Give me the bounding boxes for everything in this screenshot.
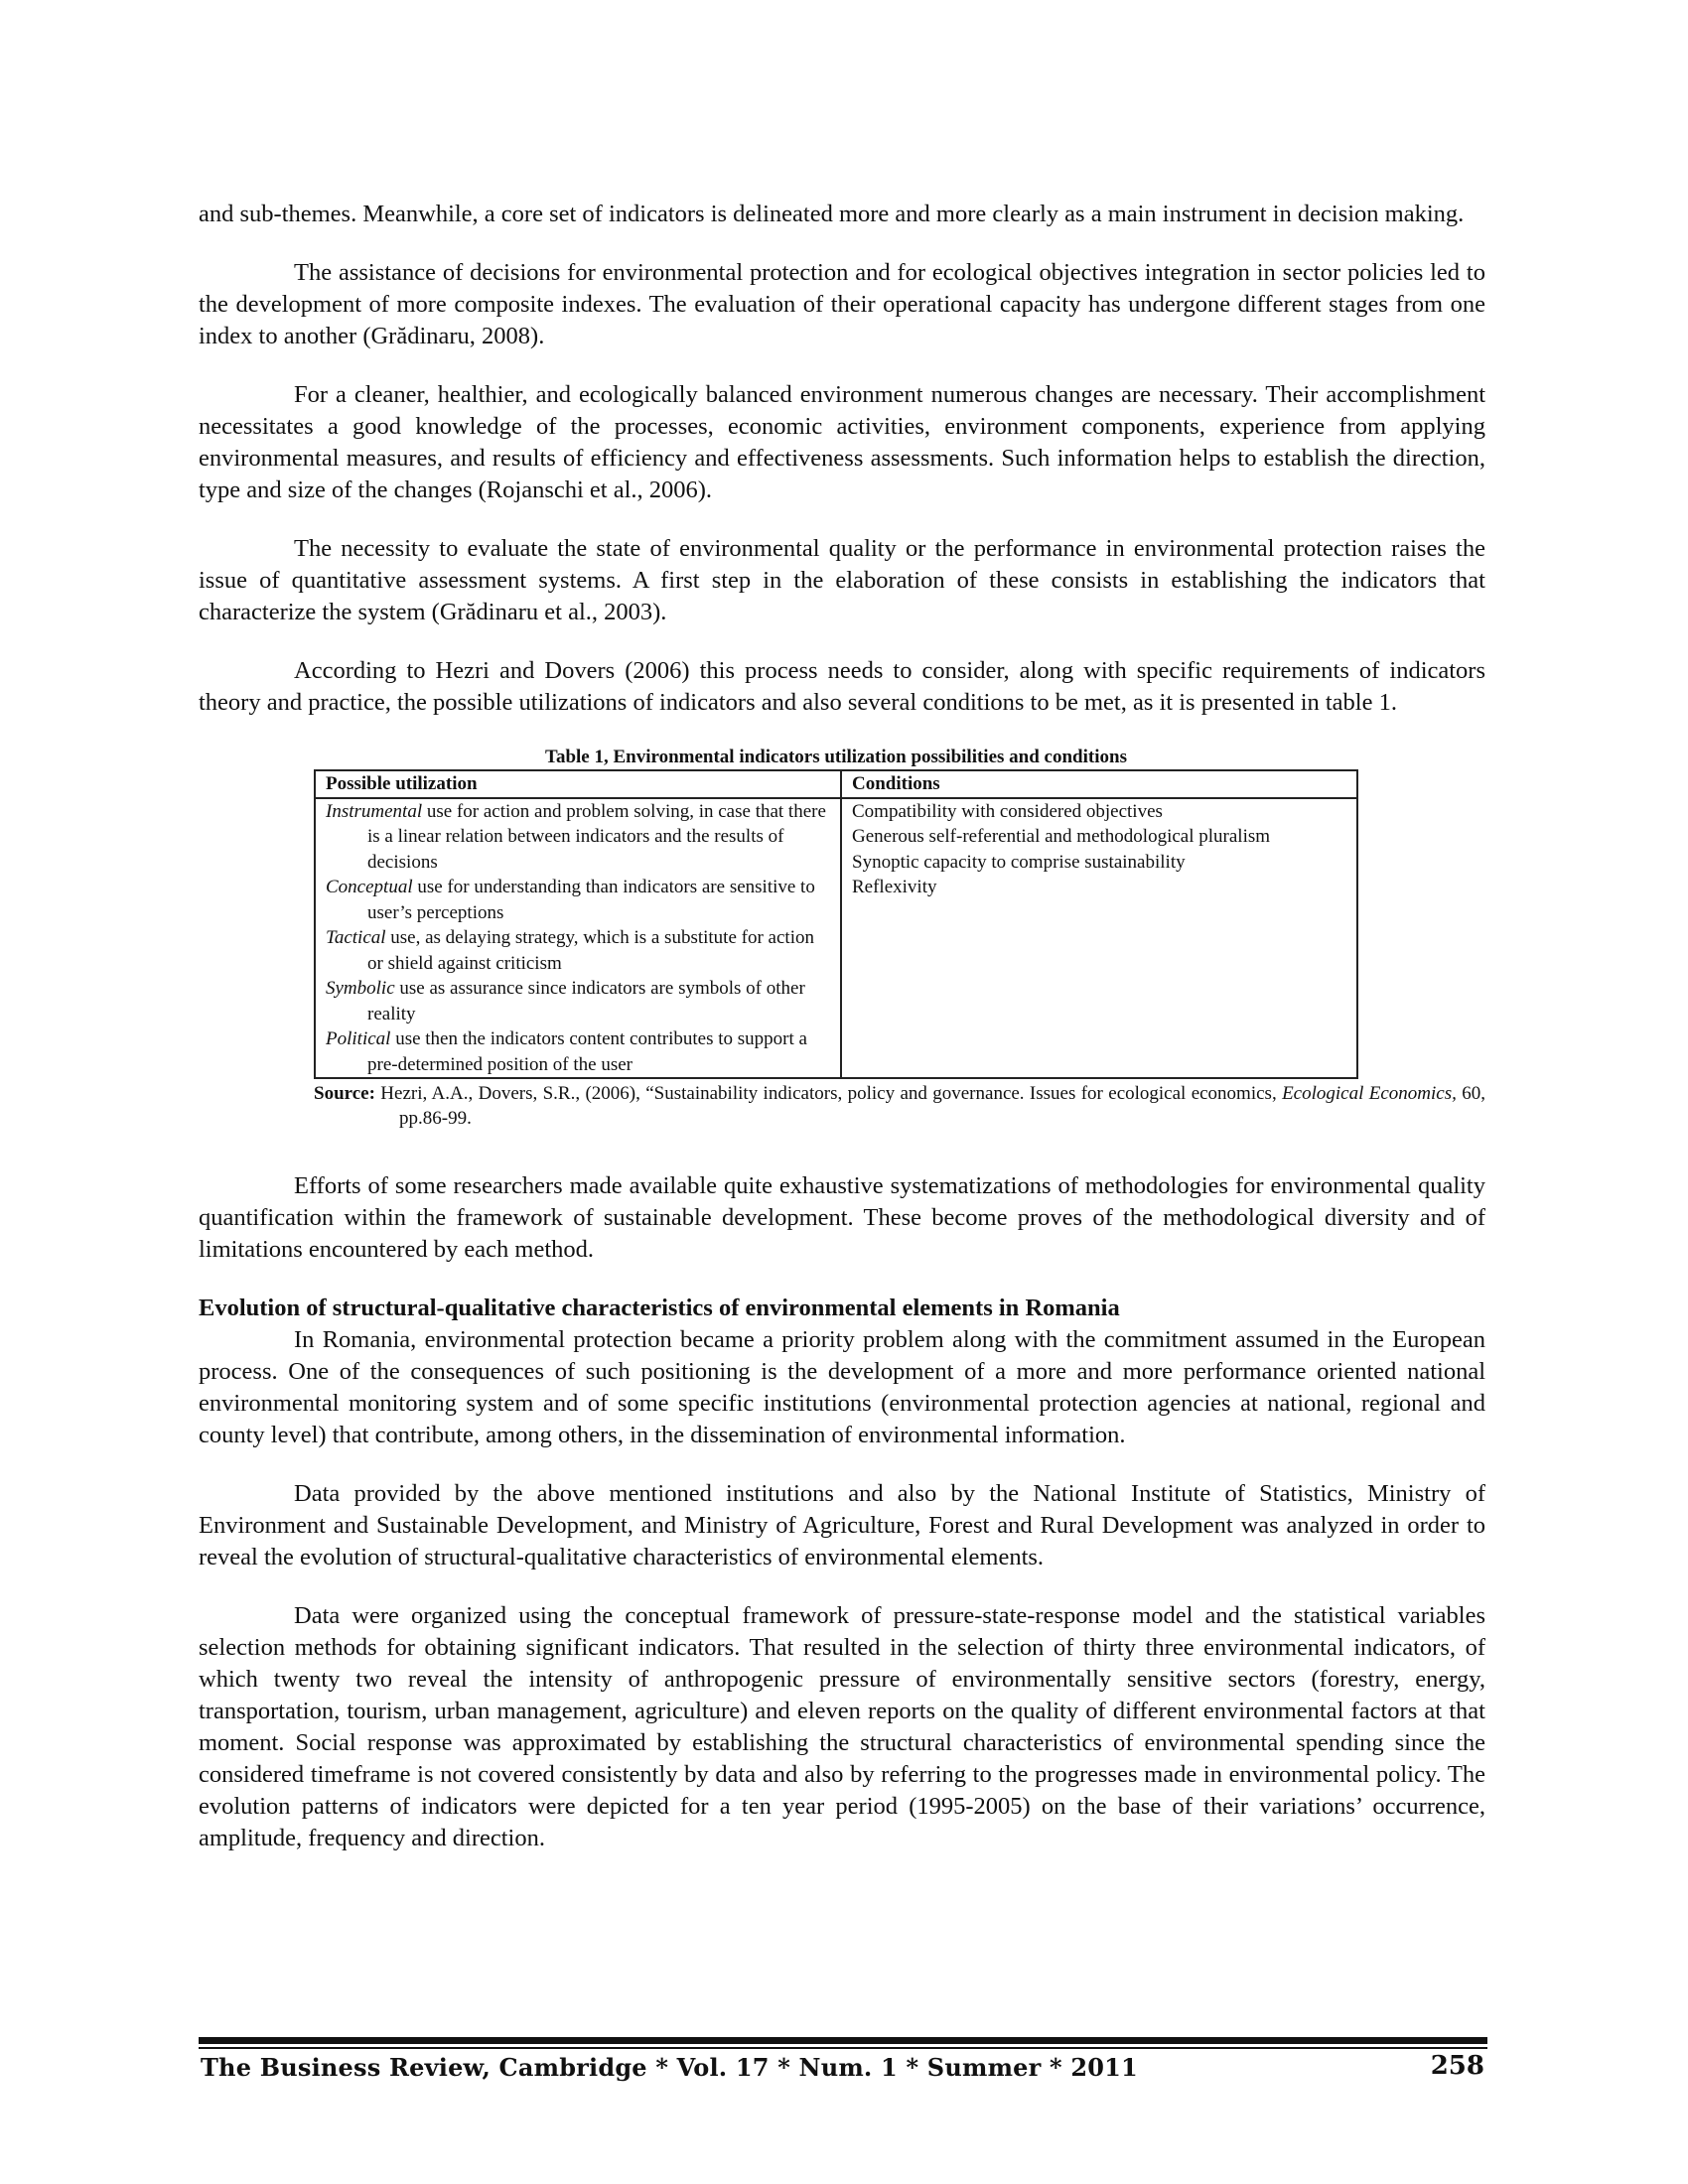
- table-title: Table 1, Environmental indicators utilization possibilities and conditions: [545, 747, 1127, 767]
- footer-journal: The Business Review, Cambridge * Vol. 17 * Num. 1 * Summer * 2011: [201, 2053, 1138, 2082]
- conditions-cell: [841, 798, 1357, 1079]
- utilization-text: use as assurance since indicators are symbols of other reality: [367, 978, 805, 1024]
- utilization-text: use for action and problem solving, in case that there is a linear relation between indicators and the results of decisions: [367, 800, 826, 873]
- condition-item: Synoptic capacity to comprise sustainability: [852, 851, 1186, 873]
- header-possible-utilization: Possible utilization: [315, 770, 841, 798]
- source-label: Source:: [314, 1083, 375, 1104]
- source-text-end: 60, pp.86-99.: [399, 1083, 1485, 1129]
- header-conditions: Conditions: [841, 770, 1357, 798]
- paragraph-5: According to Hezri and Dovers (2006) this process needs to consider, along with specific requirements of indicators theory and practice, the possible utilizations of indicators and also several conditions to be met, as it is presented in table 1.: [199, 657, 1485, 716]
- utilization-term: Political: [326, 1028, 391, 1049]
- paragraph-3: For a cleaner, healthier, and ecologically balanced environment numerous changes are necessary. Their accomplishment necessitates a good knowledge of the processes, economic activities, environment components, experience from applying environmental measures, and results of efficiency and effectiveness assessments. Such information helps to establish the direction, type and size of the changes (Rojanschi et al., 2006).: [199, 381, 1485, 503]
- utilization-item: [326, 925, 830, 976]
- utilization-text: use, as delaying strategy, which is a substitute for action or shield against criticism: [367, 927, 814, 974]
- utilization-term: Conceptual: [326, 877, 413, 897]
- condition-item: Reflexivity: [852, 877, 937, 897]
- paragraph-1: and sub-themes. Meanwhile, a core set of indicators is delineated more and more clearly as a main instrument in decision making.: [199, 201, 1465, 227]
- utilization-term: Tactical: [326, 927, 386, 948]
- section-paragraph-2: Data provided by the above mentioned institutions and also by the National Institute of Statistics, Ministry of Environment and Sustainable Development, and Ministry of Agriculture, Forest and Rural Development was analyzed in order to reveal the evolution of structural-qualitative characteristics of environmental elements.: [199, 1480, 1485, 1570]
- table-1: [199, 746, 1485, 1131]
- utilization-text: use for understanding than indicators are sensitive to user’s perceptions: [367, 877, 815, 923]
- section-heading: Evolution of structural-qualitative characteristics of environmental elements in Romania: [199, 1295, 1120, 1321]
- utilization-item: [326, 976, 830, 1026]
- source-journal: Ecological Economics,: [1282, 1083, 1457, 1104]
- footer-page-number: 258: [1430, 2051, 1484, 2081]
- table-source: [314, 1081, 1485, 1131]
- utilization-item: [326, 875, 830, 925]
- condition-item: Generous self-referential and methodological pluralism: [852, 826, 1271, 847]
- paragraph-2: The assistance of decisions for environmental protection and for ecological objectives integration in sector policies led to the development of more composite indexes. The evaluation of their operational capacity has undergone different stages from one index to another (Grădinaru, 2008).: [199, 259, 1485, 349]
- paragraph-4: The necessity to evaluate the state of environmental quality or the performance in environmental protection raises the issue of quantitative assessment systems. A first step in the elaboration of these consists in establishing the indicators that characterize the system (Grădinaru et al., 2003).: [199, 535, 1485, 625]
- utilization-text: use then the indicators content contributes to support a pre-determined position of the user: [367, 1028, 807, 1075]
- source-text: Hezri, A.A., Dovers, S.R., (2006), “Sustainability indicators, policy and governance. Issues for ecological economics,: [374, 1083, 1283, 1104]
- section-paragraph-3: Data were organized using the conceptual framework of pressure-state-response model and the statistical variables selection methods for obtaining significant indicators. That resulted in the selection of thirty three environmental indicators, of which twenty two reveal the intensity of anthropogenic pressure of environmentally sensitive sectors (forestry, energy, transportation, tourism, urban management, agriculture) and eleven reports on the quality of different environmental factors at that moment. Social response was approximated by establishing the structural characteristics of environmental spending since the considered timeframe is not covered consistently by data and also by referring to the progresses made in environmental policy. The evolution patterns of indicators were depicted for a ten year period (1995-2005) on the base of their variations’ occurrence, amplitude, frequency and direction.: [199, 1602, 1485, 1851]
- utilization-item: [326, 1026, 830, 1077]
- paragraph-after-table: Efforts of some researchers made available quite exhaustive systematizations of methodologies for environmental quality quantification within the framework of sustainable development. These become proves of the methodological diversity and of limitations encountered by each method.: [199, 1172, 1485, 1263]
- utilization-item: [326, 799, 830, 876]
- condition-item: Compatibility with considered objectives: [852, 800, 1163, 822]
- utilization-term: Instrumental: [326, 800, 423, 822]
- table-header-row: [315, 770, 1357, 798]
- utilization-cell: [315, 798, 841, 1079]
- page-body: [199, 199, 1485, 1881]
- footer-rule-thick: [199, 2037, 1487, 2044]
- section-paragraph-1: In Romania, environmental protection became a priority problem along with the commitment assumed in the European process. One of the consequences of such positioning is the development of a more and more performance oriented national environmental monitoring system and of some specific institutions (environmental protection agencies at national, regional and county level) that contribute, among others, in the dissemination of environmental information.: [199, 1326, 1485, 1448]
- utilization-table: [314, 769, 1358, 1079]
- utilization-term: Symbolic: [326, 978, 395, 999]
- footer-rule-thin: [199, 2047, 1487, 2049]
- table-row: [315, 798, 1357, 1079]
